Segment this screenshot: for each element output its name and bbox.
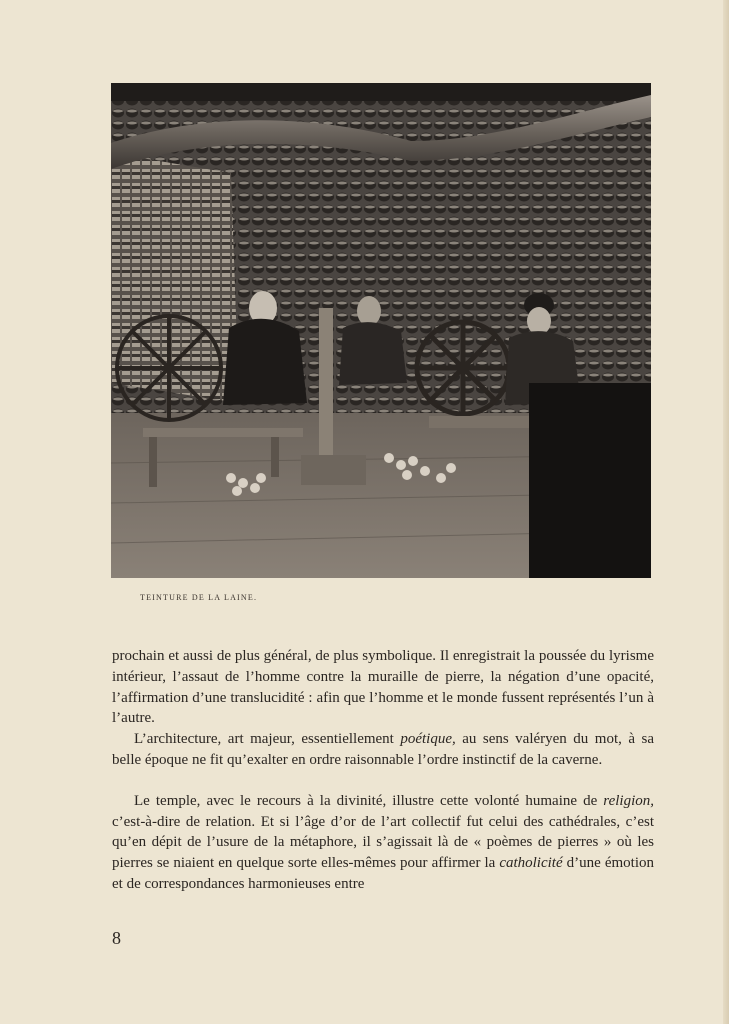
- photograph-spinning-workshop: [111, 83, 651, 578]
- paragraph: [112, 729, 654, 771]
- page-number: 8: [112, 928, 121, 948]
- text-run-italic: catholicité: [499, 855, 563, 872]
- text-run: c’est-à-dire de relation. Et si l’âge d’or de l’art collectif fut celui des cathédrales, c’est qu’en dépit de l’usure de la métaphore, il s’agissait là de « poèmes de pierres » où les pierres se niaient en quelque sorte elles-mêmes pour affirmer la: [112, 813, 654, 872]
- page-edge: [723, 0, 729, 1024]
- text-run: d’une émotion et de correspondances harmonieuses entre: [112, 855, 654, 892]
- text-run-italic: religion,: [603, 792, 654, 809]
- text-run: Le temple, avec le recours à la divinité, illustre cette volonté humaine de: [134, 792, 604, 809]
- text-run: prochain et aussi de plus général, de plus symbolique. Il enregistrait la poussée du lyrisme intérieur, l’assaut de l’homme contre la muraille de pierre, la négation d’une opacité, l’affirmation d’une translucidité : afin que l’homme et le monde fussent représentés l’un à l’autre.: [112, 648, 654, 727]
- paragraph: [112, 791, 654, 895]
- text-run-italic: poétique,: [400, 731, 456, 748]
- paragraph: [112, 646, 654, 729]
- photo-caption: TEINTURE DE LA LAINE.: [140, 593, 258, 602]
- text-run: au sens valéryen du mot, à sa belle époque ne fit qu’exalter en ordre raisonnable l’ordre instinctif de la caverne.: [112, 731, 654, 768]
- text-run: L’architecture, art majeur, essentiellement: [134, 731, 401, 748]
- body-text: [112, 646, 654, 895]
